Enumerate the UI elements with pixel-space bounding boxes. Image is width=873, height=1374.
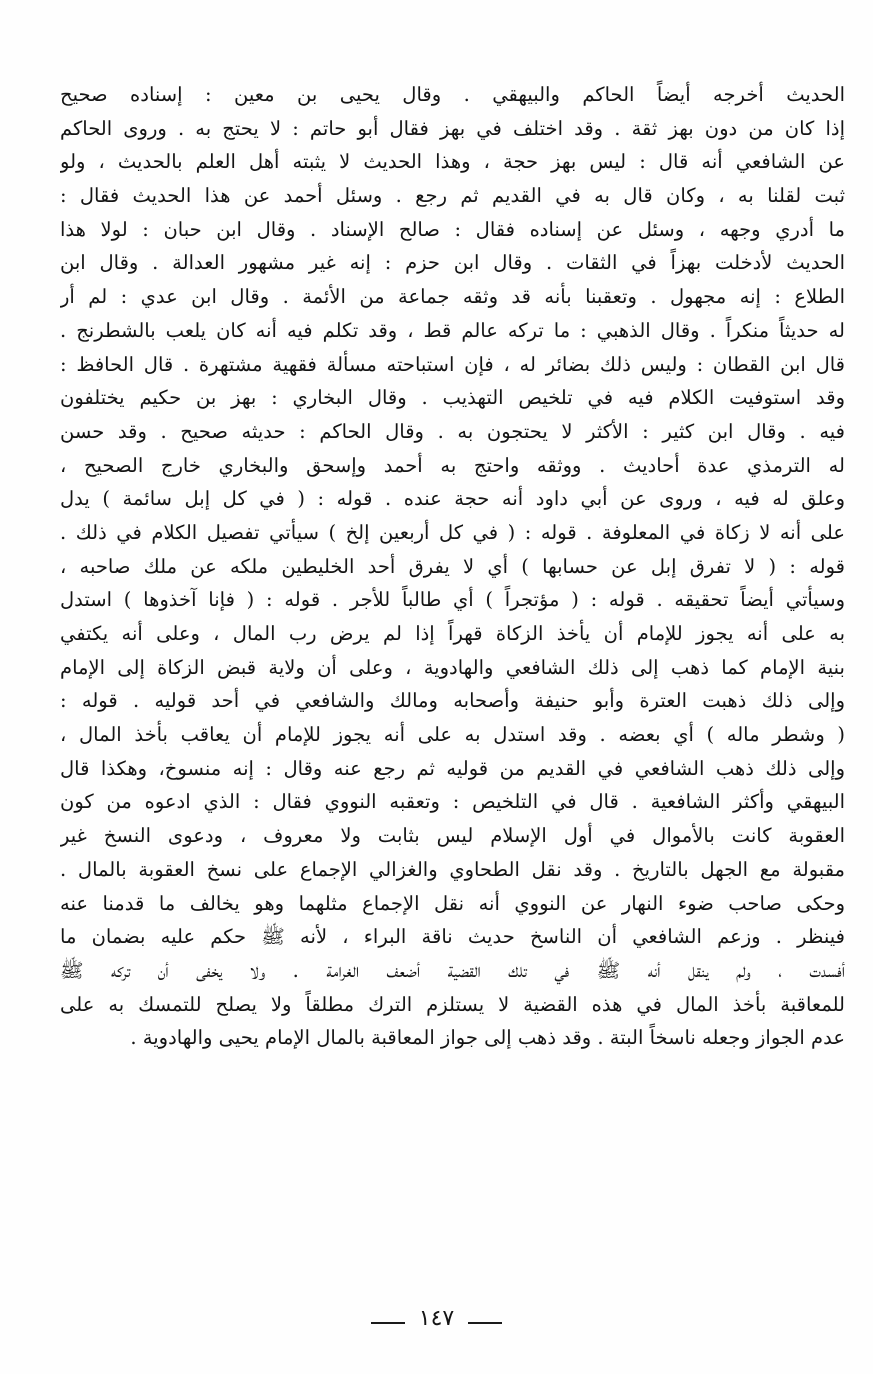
text-line: للمعاقبة بأخذ المال في هذه القضية لا يستلزم الترك مطلقاً ولا يصلح للتمسك به على bbox=[60, 992, 845, 1016]
text-line: وإلى ذلك ذهبت العترة وأبو حنيفة وأصحابه ومالك والشافعي في أحد قوليه . قوله : bbox=[60, 689, 845, 713]
text-line: قال ابن القطان : وليس ذلك بضائر له ، فإن استباحته مسألة فقهية مشتهرة . قال الحافظ : bbox=[60, 352, 845, 376]
text-line: ( وشطر ماله ) أي بعضه . وقد استدل به على أنه يجوز للإمام أن يعاقب بأخذ المال ، bbox=[60, 723, 845, 747]
text-line: الطلاع : إنه مجهول . وتعقبنا بأنه قد وثقه جماعة من الأئمة . وقال ابن عدي : لم أر bbox=[60, 285, 845, 309]
text-line: الحديث أخرجه أيضاً الحاكم والبيهقي . وقال يحيى بن معين : إسناده صحيح bbox=[60, 83, 845, 106]
text-line: وعلق له فيه ، وروى عن أبي داود أنه حجة عنده . قوله : ( في كل إبل سائمة ) يدل bbox=[60, 487, 845, 511]
text-line: بنية الإمام كما ذهب إلى ذلك الشافعي والهادوية ، وعلى أن ولاية قبض الزكاة إلى الإمام bbox=[60, 655, 845, 679]
text-line: وإلى ذلك ذهب الشافعي في القديم من قوليه ثم رجع عنه وقال : إنه منسوخ، وهكذا قال bbox=[60, 756, 845, 780]
page-number: ١٤٧ bbox=[418, 1305, 455, 1331]
page-footer bbox=[0, 1298, 873, 1338]
text-line: ما أدري وجهه ، وسئل عن إسناده فقال : صالح الإسناد . وقال ابن حبان : لولا هذا bbox=[60, 217, 845, 241]
text-line: عن الشافعي أنه قال : ليس بهز حجة ، وهذا الحديث لا يثبته أهل العلم بالحديث ، ولو bbox=[60, 150, 845, 174]
text-line: فينظر . وزعم الشافعي أن الناسخ حديث ناقة البراء ، لأنه ﷺ حكم عليه بضمان ما bbox=[60, 925, 845, 949]
text-line: الحديث لأدخلت بهزاً في الثقات . وقال ابن حزم : إنه غير مشهور العدالة . وقال ابن bbox=[60, 251, 845, 275]
text-line: وقد استوفيت الكلام فيه في تلخيص التهذيب . وقال البخاري : بهز بن حكيم يختلفون bbox=[60, 386, 845, 410]
text-line: العقوبة كانت بالأموال في أول الإسلام ليس بثابت ولا معروف ، ودعوى النسخ غير bbox=[60, 824, 845, 848]
text-line: ثبت لقلنا به ، وكان قال به في القديم ثم رجع . وسئل أحمد عن هذا الحديث فقال : bbox=[60, 184, 845, 208]
text-line: إذا كان من دون بهز ثقة . وقد اختلف في بهز فقال أبو حاتم : لا يحتج به . وروى الحاكم bbox=[60, 116, 845, 140]
text-line: عدم الجواز وجعله ناسخاً البتة . وقد ذهب إلى جواز المعاقبة بالمال الإمام يحيى والهادوية . bbox=[130, 1026, 845, 1050]
text-line: وحكى صاحب ضوء النهار عن النووي أنه نقل الإجماع مثلهما وهو يخالف ما قدمنا عنه bbox=[60, 891, 845, 915]
text-line: به على أنه يجوز للإمام أن يأخذ الزكاة قهراً إذا لم يرض رب المال ، وعلى أنه يكتفي bbox=[60, 622, 845, 645]
text-line: مقبولة مع الجهل بالتاريخ . وقد نقل الطحاوي والغزالي الإجماع على نسخ العقوبة بالمال . bbox=[60, 857, 845, 881]
text-line: قوله : ( لا تفرق إبل عن حسابها ) أي لا يفرق أحد الخليطين ملكه عن ملك صاحبه ، bbox=[60, 554, 845, 578]
text-line: وسيأتي أيضاً تحقيقه . قوله : ( مؤتجراً ) أي طالباً للأجر . قوله : ( فإنا آخذوها ) استدل bbox=[60, 588, 845, 612]
page-text-block bbox=[60, 78, 845, 1055]
text-line: البيهقي وأكثر الشافعية . قال في التلخيص : وتعقبه النووي فقال : الذي ادعوه من كون bbox=[60, 790, 845, 814]
text-line: له حديثاً منكراً . وقال الذهبي : ما تركه عالم قط ، وقد تكلم فيه أنه كان يلعب بالشطرنج . bbox=[60, 318, 845, 342]
text-line: أفسدت ، ولم ينقل أنه ﷺ في تلك القضية أضعف الغرامة . ولا يخفى أن تركه ﷺ bbox=[60, 958, 845, 982]
footer-dash-right bbox=[468, 1322, 502, 1324]
text-line: على أنه لا زكاة في المعلوفة . قوله : ( في كل أربعين إلخ ) سيأتي تفصيل الكلام في ذلك . bbox=[60, 520, 845, 544]
text-line: فيه . وقال ابن كثير : الأكثر لا يحتجون به . وقال الحاكم : حديثه صحيح . وقد حسن bbox=[60, 419, 845, 443]
footer-dash-left bbox=[371, 1322, 405, 1324]
text-line: له الترمذي عدة أحاديث . ووثقه واحتج به أحمد وإسحق والبخاري خارج الصحيح ، bbox=[60, 453, 845, 477]
